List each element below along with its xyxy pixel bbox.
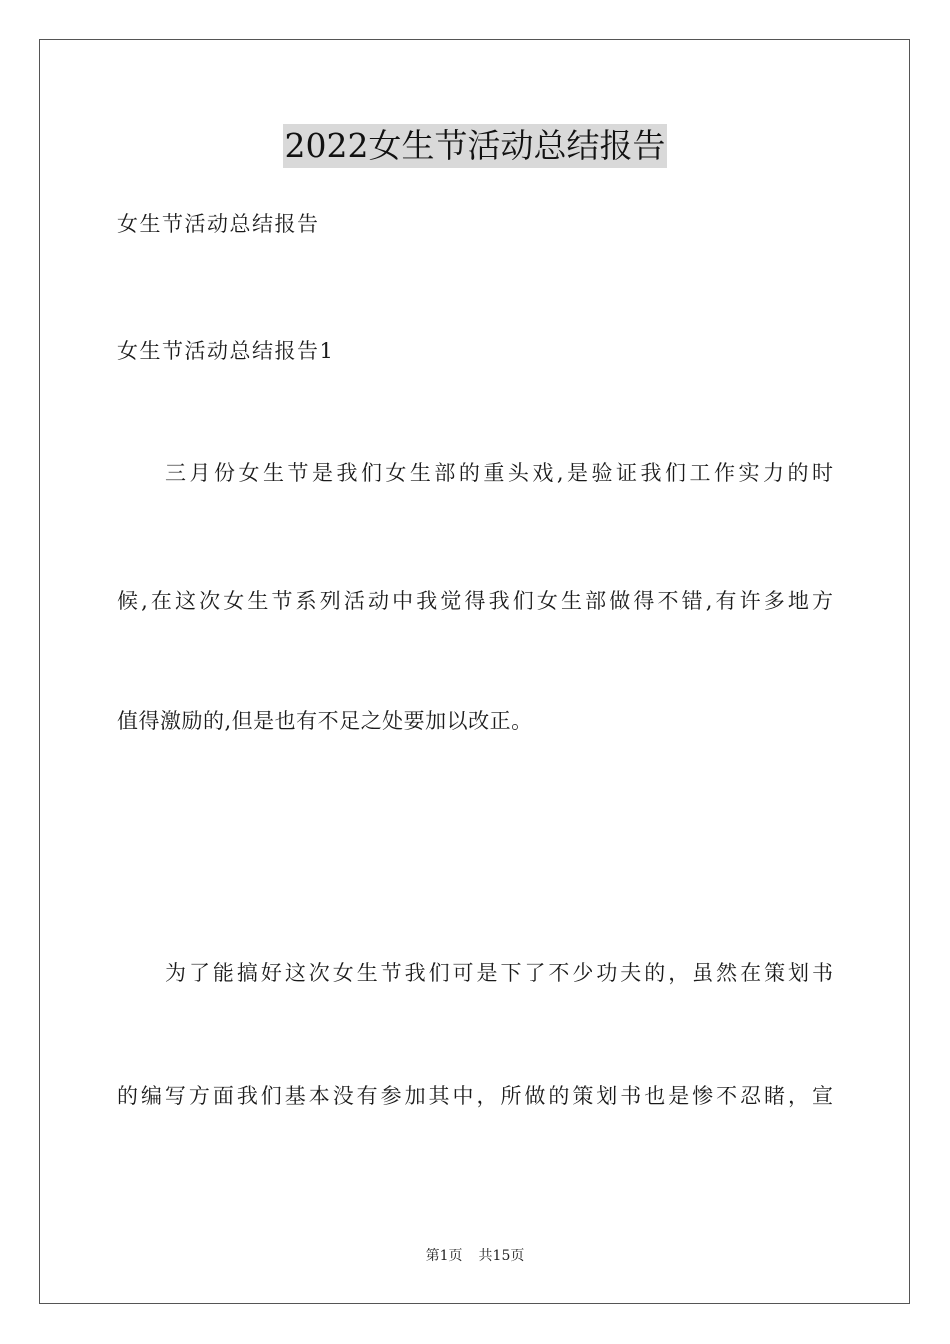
paragraph-1-line-2: 候,在这次女生节系列活动中我觉得我们女生部做得不错,有许多地方 xyxy=(117,589,833,613)
paragraph-2-line-2: 的编写方面我们基本没有参加其中，所做的策划书也是惨不忍睹，宣 xyxy=(117,1084,833,1108)
subtitle-line: 女生节活动总结报告 xyxy=(117,212,320,236)
paragraph-2-line-1: 为了能搞好这次女生节我们可是下了不少功夫的，虽然在策划书 xyxy=(165,961,833,985)
page-footer xyxy=(0,1246,950,1266)
paragraph-1-line-3: 值得激励的,但是也有不足之处要加以改正。 xyxy=(117,709,533,733)
paragraph-1-line-1: 三月份女生节是我们女生部的重头戏,是验证我们工作实力的时 xyxy=(165,461,833,485)
page-number: 第1页 xyxy=(425,1248,463,1264)
title-container xyxy=(0,124,950,168)
document-title: 2022女生节活动总结报告 xyxy=(283,124,668,168)
section-heading: 女生节活动总结报告1 xyxy=(117,339,335,363)
page-total: 共15页 xyxy=(478,1248,525,1264)
